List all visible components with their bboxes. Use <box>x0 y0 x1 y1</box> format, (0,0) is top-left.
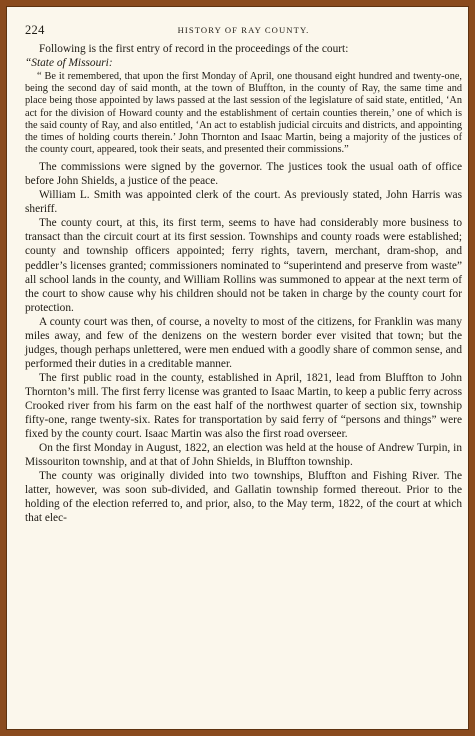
book-page <box>25 20 462 525</box>
court-record-quote <box>25 71 462 156</box>
paragraph-commissions: The commissions were signed by the governor. The justices took the usual oath of office before John Shields, a justice of the peace. <box>25 161 462 188</box>
page-header <box>25 20 462 40</box>
quote-heading: “State of Missouri: <box>25 57 113 70</box>
intro-paragraph: Following is the first entry of record in the proceedings of the court: <box>39 43 349 55</box>
quote-paragraph: “ Be it remembered, that upon the first Monday of April, one thousand eight hundred and twenty-one, being the second day of said month, at the town of Bluffton, in the county of Ray, the same time and place being those appointed by laws passed at the last session of the legislature of said state, entitled, ‘An act for the division of Howard county and the establishment of certain counties therein,’ one of which is the said county of Ray, and also entitled, ‘An act to establish judicial circuits and districts, and appointing the times of holding courts therein.’ John Thornton and Isaac Martin, being a majority of the justices of the county court, appeared, took their seats, and presented their commissions.” <box>25 71 462 156</box>
running-title: HISTORY OF RAY COUNTY. <box>177 25 310 35</box>
paragraph-novelty: A county court was then, of course, a novelty to most of the citizens, for Franklin was many miles away, and few of the denizens on the western border ever visited that town; but the judges, though perhaps unlettered, were men endued with a goodly share of common sense, and performed their duties in a creditable manner. <box>25 315 462 370</box>
paragraph-election: On the first Monday in August, 1822, an election was held at the house of Andrew Turpin, in Missouriton township, and at that of John Shields, in Bluffton township. <box>25 442 462 469</box>
page-body <box>25 42 462 525</box>
paragraph-townships: The county was originally divided into two townships, Bluffton and Fishing River. The latter, however, was soon sub-divided, and Gallatin township formed thereout. Prior to the holding of the election referred to, and prior, also, to the May term, 1822, of the court at which that elec- <box>25 470 462 525</box>
paragraph-clerk: William L. Smith was appointed clerk of the court. As previously stated, John Harris was sheriff. <box>25 189 462 216</box>
paragraph-first-road: The first public road in the county, established in April, 1821, lead from Bluffton to John Thornton’s mill. The first ferry license was granted to Isaac Martin, to keep a public ferry across Crooked river from his farm on the east half of the northwest quarter of section six, township fifty-one, range twenty-six. Rates for transportation by said ferry of “persons and things” were fixed by the county court. Isaac Martin was also the first road overseer. <box>25 371 463 441</box>
page-number: 224 <box>25 23 45 37</box>
paragraph-first-term: The county court, at this, its first term, seems to have had considerably more business to transact than the circuit court at its first session. Townships and county roads were established; county and township officers appointed; ferry rights, tavern, merchant, dram-shop, and peddler’s licenses granted; commissioners nominated to “superintend and preserve from waste” all school lands in the county, and William Rollins was summoned to appear at the next term of the court to show cause why his children should not be taken in charge by the county court for protection. <box>25 217 462 314</box>
